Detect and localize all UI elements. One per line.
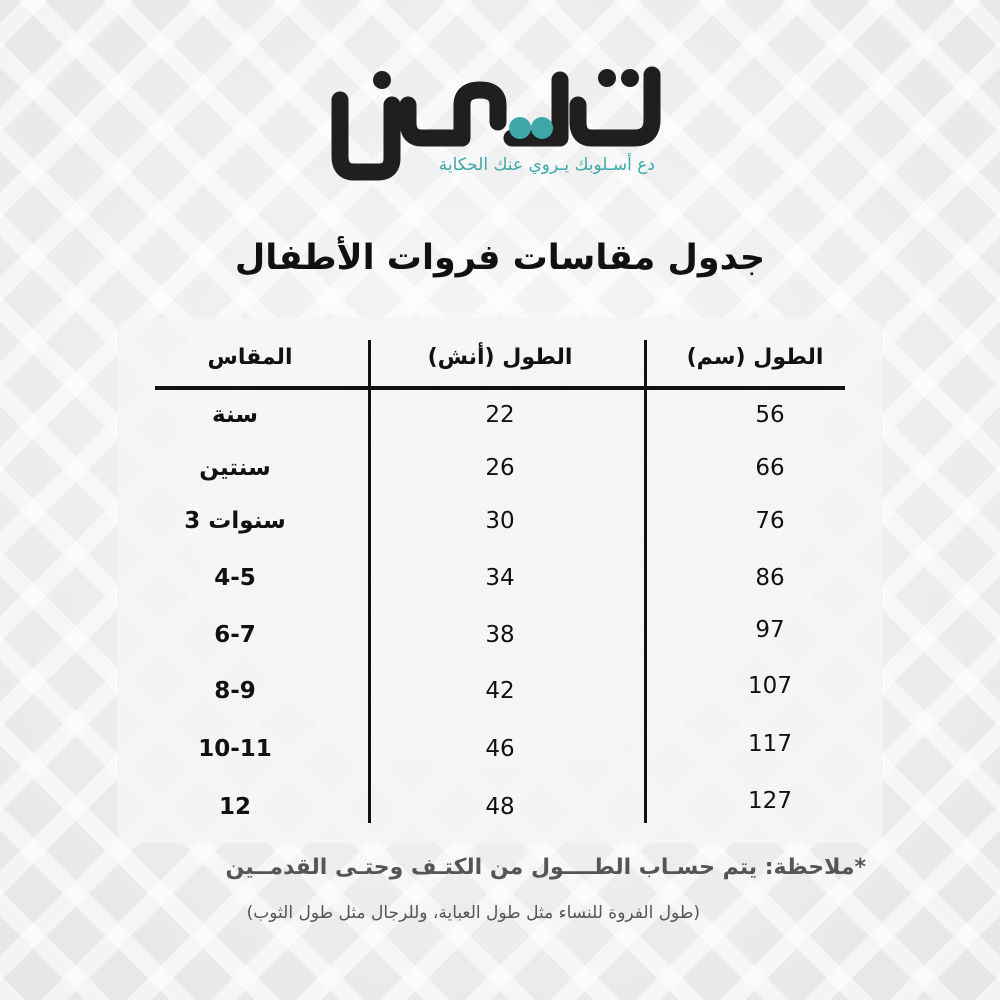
cell-cm: 97 <box>755 617 785 643</box>
brand-tagline: دع أسـلوبك يـروي عنك الحكاية <box>438 155 655 175</box>
header-divider <box>155 386 845 390</box>
cell-size: 10-11 <box>198 736 272 762</box>
measurement-note: *ملاحظة: يتم حسـاب الطــــول من الكتـف وحتـى القدمــين <box>225 855 866 880</box>
cell-inch: 48 <box>485 794 515 820</box>
header-length-cm: الطول (سم) <box>686 345 824 370</box>
cell-size: 8-9 <box>214 678 256 704</box>
cell-cm: 117 <box>748 731 792 757</box>
cell-cm: 56 <box>755 402 785 428</box>
cell-cm: 76 <box>755 508 785 534</box>
header-length-inch: الطول (أنش) <box>427 345 573 370</box>
cell-size: سنتين <box>199 455 271 481</box>
cell-cm: 127 <box>748 788 792 814</box>
page-title: جدول مقاسات فروات الأطفال <box>234 238 766 278</box>
cell-cm: 107 <box>748 673 792 699</box>
cell-inch: 30 <box>485 508 515 534</box>
cell-inch: 38 <box>485 622 515 648</box>
cell-inch: 34 <box>485 565 515 591</box>
cell-size: سنة <box>212 402 258 428</box>
cell-inch: 46 <box>485 736 515 762</box>
header-size: المقاس <box>207 345 293 370</box>
column-divider-right <box>644 340 647 823</box>
cell-cm: 86 <box>755 565 785 591</box>
measurement-subnote: (طول الفروة للنساء مثل طول العباية، وللرجال مثل طول الثوب) <box>246 903 700 923</box>
cell-size: 12 <box>218 794 251 820</box>
cell-inch: 22 <box>485 402 515 428</box>
cell-cm: 66 <box>755 455 785 481</box>
cell-inch: 42 <box>485 678 515 704</box>
cell-size: سنوات 3 <box>184 508 286 534</box>
cell-size: 4-5 <box>214 565 256 591</box>
brand-logo <box>330 60 670 185</box>
cell-inch: 26 <box>485 455 515 481</box>
cell-size: 6-7 <box>214 622 256 648</box>
column-divider-left <box>368 340 371 823</box>
